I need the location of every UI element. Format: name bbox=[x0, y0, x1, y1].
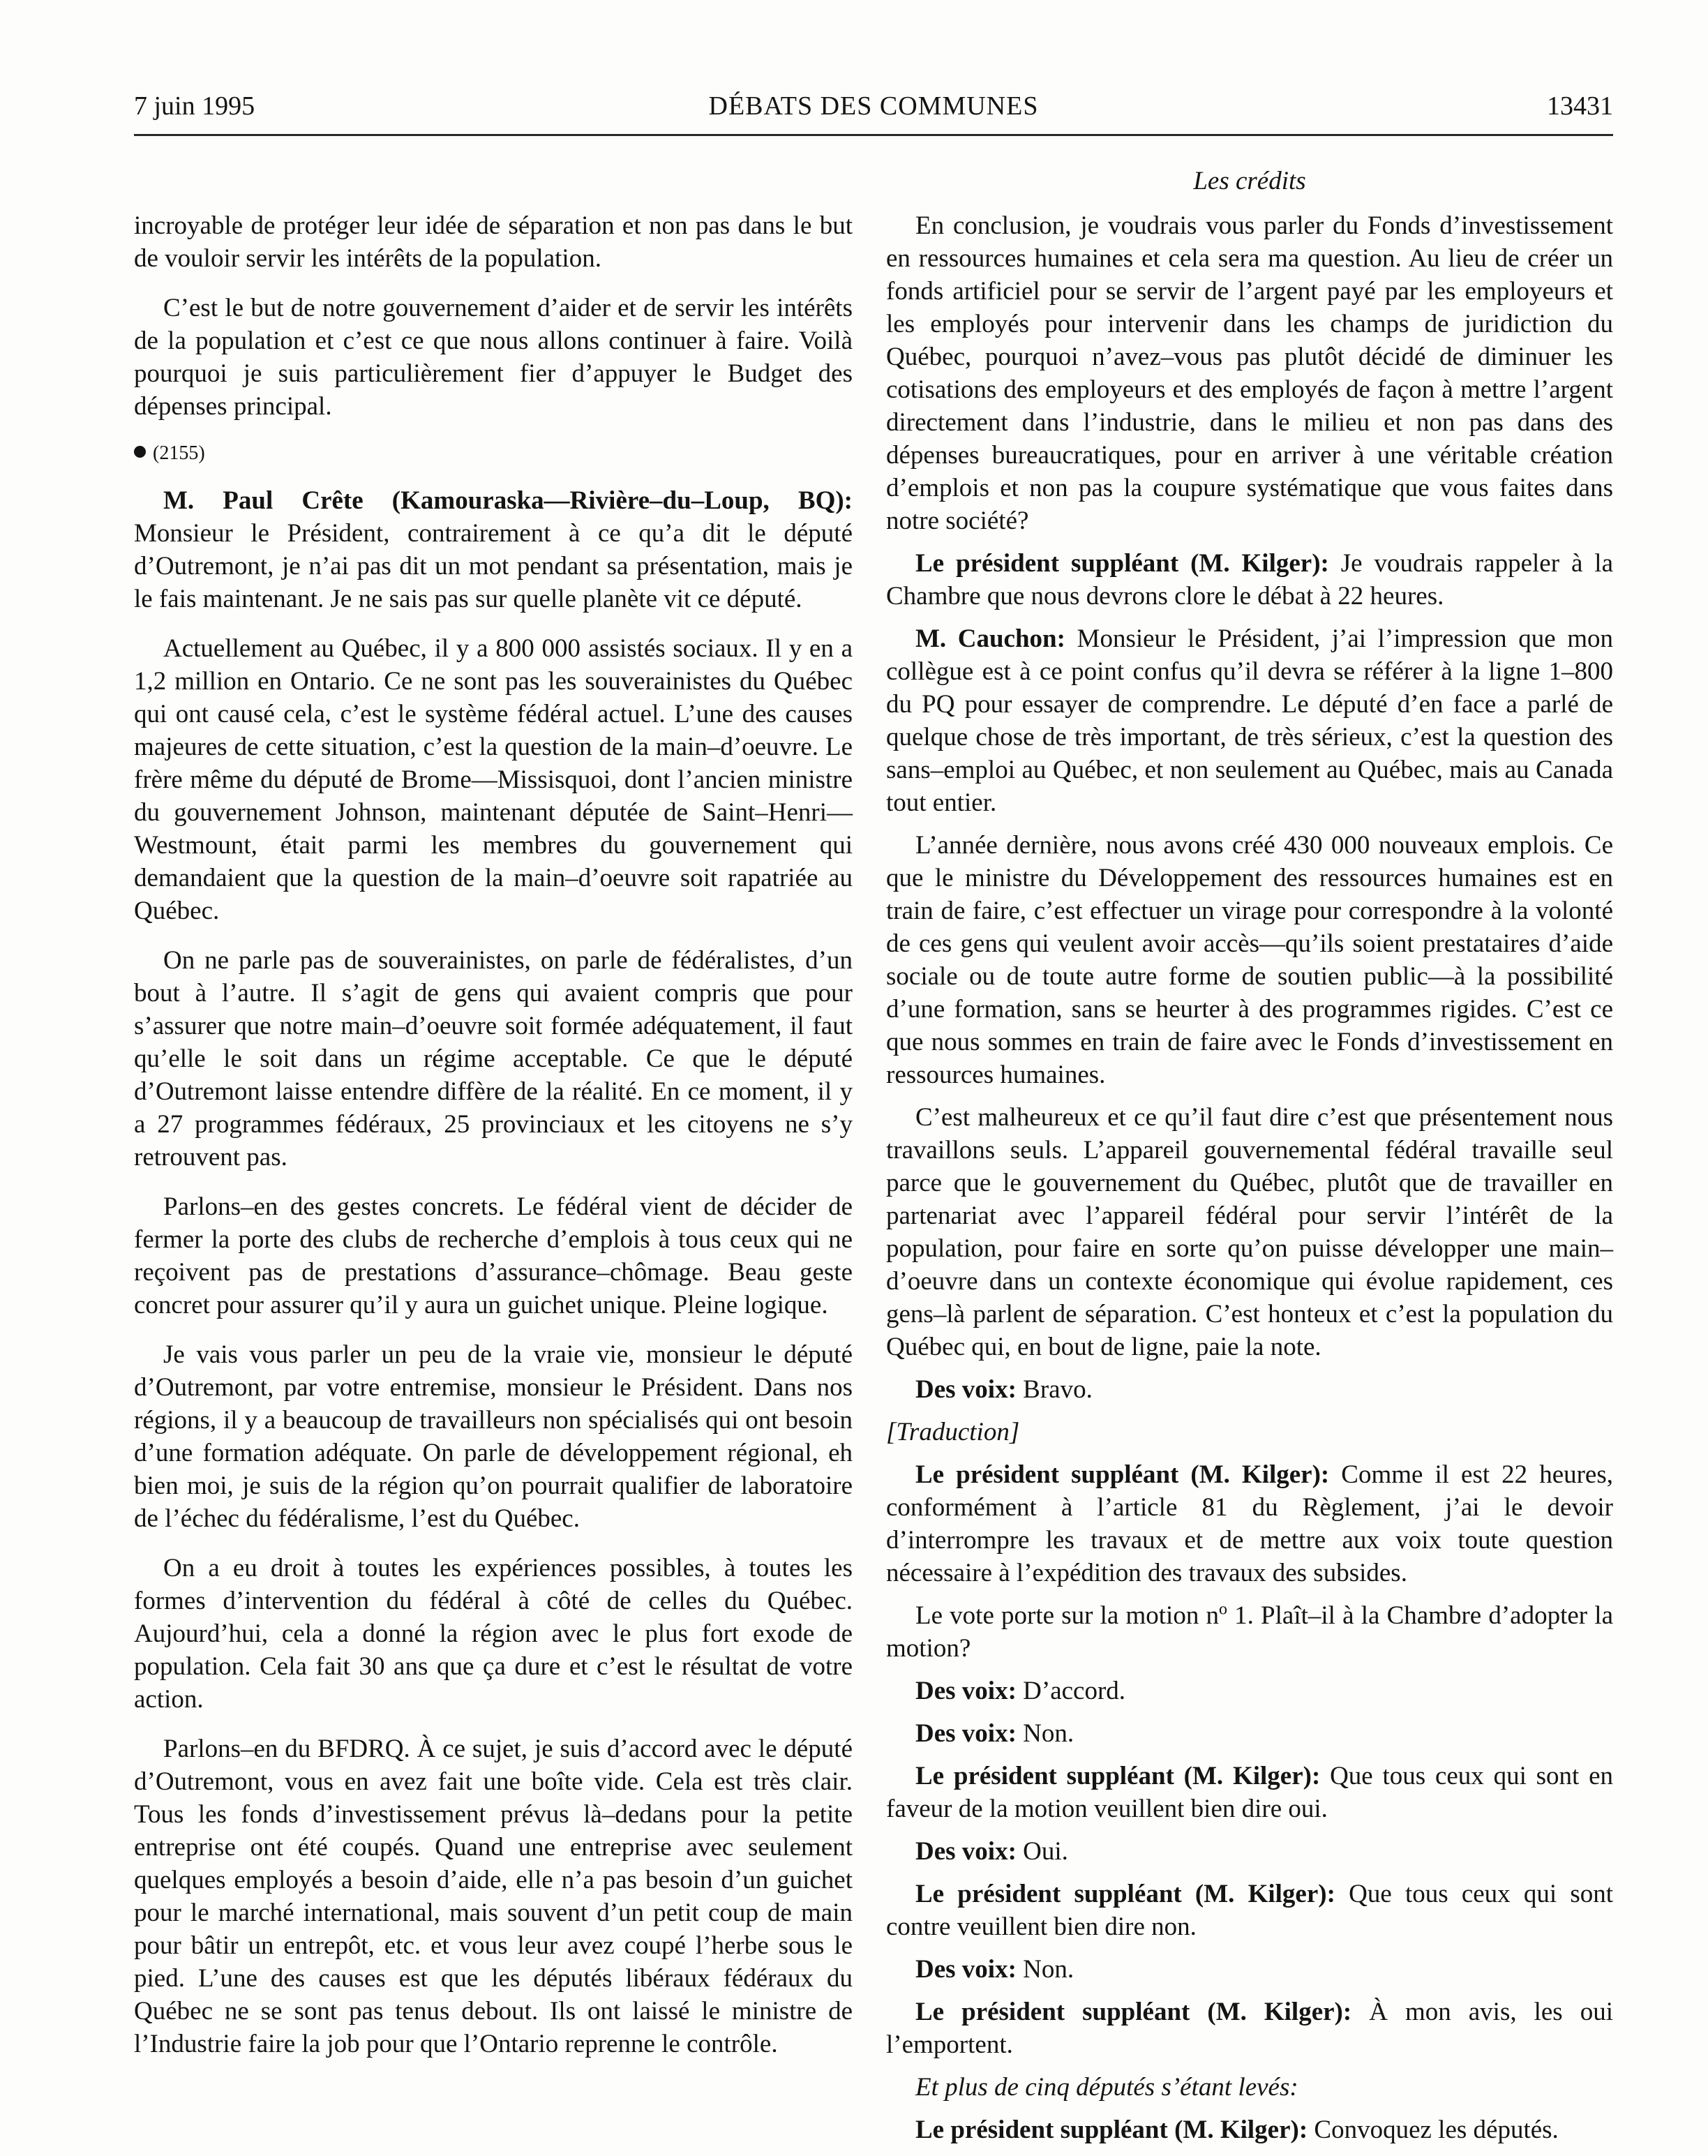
section-rubric: Les crédits bbox=[1193, 167, 1306, 195]
speech-paragraph bbox=[886, 1953, 1613, 1986]
header-page-number: 13431 bbox=[1547, 91, 1613, 121]
speech-paragraph bbox=[886, 1760, 1613, 1825]
paragraph: incroyable de protéger leur idée de séparation et non pas dans le but de vouloir servir les intérêts de la population. bbox=[134, 211, 853, 273]
speech-text: Je voudrais rappeler à la Chambre que nous devrons clore le débat à 22 heures. bbox=[886, 549, 1614, 611]
speech-paragraph bbox=[886, 1835, 1613, 1868]
speech-text: Non. bbox=[1023, 1955, 1074, 1984]
header-title: DÉBATS DES COMMUNES bbox=[708, 91, 1039, 121]
speaker-name: Le président suppléant (M. Kilger): bbox=[915, 2116, 1308, 2144]
speech-text: Que tous ceux qui sont contre veuillent bien dire non. bbox=[886, 1880, 1614, 1941]
speaker-name: Le président suppléant (M. Kilger): bbox=[915, 1762, 1321, 1790]
speech-text: Oui. bbox=[1023, 1837, 1068, 1866]
speaker-name: Des voix: bbox=[915, 1677, 1017, 1705]
speech-paragraph bbox=[886, 1996, 1613, 2061]
speech-text: Non. bbox=[1023, 1719, 1074, 1748]
paragraph: En conclusion, je voudrais vous parler du Fonds d’investissement en ressources humaines et cela sera ma question. Au lieu de créer un fonds artificiel pour se servir de l’argent payé par les employeurs et les employés pour intervenir dans les champs de juridiction du Québec, pourquoi n’avez–vous pas plutôt décidé de diminuer les cotisations des employeurs et des employés de façon à mettre l’argent directement dans l’industrie, dans le milieu et non pas dans des dépenses bureaucratiques, pour en arriver à une véritable création d’emplois et non pas la coupure systématique que vous faites dans notre société? bbox=[886, 211, 1613, 535]
speech-text: Monsieur le Président, contrairement à ce qu’a dit le député d’Outremont, je n’ai pas dit un mot pendant sa présentation, mais je le fais maintenant. Je ne sais pas sur quelle planète vit ce député. bbox=[134, 519, 853, 613]
speech-text: Monsieur le Président, j’ai l’impression que mon collègue est à ce point confus qu’il devra se référer à la ligne 1–800 du PQ pour essayer de comprendre. Le député d’en face a parlé de quelque chose de très important, de très sérieux, c’est la question des sans–emploi au Québec, et non seulement au Québec, mais au Canada tout entier. bbox=[886, 624, 1614, 817]
speech-paragraph bbox=[886, 1675, 1613, 1707]
speaker-name: Le président suppléant (M. Kilger): bbox=[915, 1460, 1330, 1489]
speech-paragraph bbox=[886, 1373, 1613, 1406]
paragraph: C’est malheureux et ce qu’il faut dire c’est que présentement nous travaillons seuls. L’appareil gouvernemental fédéral travaille seul parce que le gouvernement du Québec, plutôt que de travailler en partenariat avec l’appareil fédéral pour servir l’intérêt de la population, pour faire en sorte qu’on puisse développer une main–d’oeuvre dans un contexte économique qui évolue rapidement, ces gens–là parlent de séparation. C’est honteux et c’est la population du Québec qui, en bout de ligne, paie la note. bbox=[886, 1103, 1613, 1361]
speech-text: Bravo. bbox=[1023, 1375, 1093, 1404]
paragraph: On ne parle pas de souverainistes, on parle de fédéralistes, d’un bout à l’autre. Il s’agit de gens qui avaient compris que pour s’assurer que notre main–d’oeuvre soit formée adéquatement, il faut qu’elle le soit dans un régime acceptable. Ce que le député d’Outremont laisse entendre diffère de la réalité. En ce moment, il y a 27 programmes fédéraux, 25 provinciaux et les citoyens ne s’y retrouvent pas. bbox=[134, 946, 853, 1171]
paragraph: Parlons–en des gestes concrets. Le fédéral vient de décider de fermer la porte des clubs de recherche d’emplois à tous ceux qui ne reçoivent pas de prestations d’assurance–chômage. Beau geste concret pour assurer qu’il y aura un guichet unique. Pleine logique. bbox=[134, 1192, 853, 1319]
speech-paragraph bbox=[886, 547, 1613, 613]
paragraph: On a eu droit à toutes les expériences possibles, à toutes les formes d’intervention du fédéral à côté de celles du Québec. Aujourd’hui, cela a donné la région avec le plus fort exode de population. Cela fait 30 ans que ça dure et c’est le résultat de votre action. bbox=[134, 1554, 853, 1714]
speech-paragraph bbox=[886, 2113, 1613, 2146]
speech-text: Que tous ceux qui sont en faveur de la motion veuillent bien dire oui. bbox=[886, 1762, 1614, 1823]
speaker-name: M. Paul Crête (Kamouraska—Rivière–du–Loup, BQ): bbox=[163, 486, 853, 515]
speech-paragraph bbox=[886, 1878, 1613, 1943]
speech-text: Comme il est 22 heures, conformément à l’article 81 du Règlement, j’ai le devoir d’interrompre les travaux et de mettre aux voix toute question nécessaire à l’expédition des travaux des subsides. bbox=[886, 1460, 1614, 1587]
stage-direction: Et plus de cinq députés s’étant levés: bbox=[915, 2073, 1298, 2102]
speaker-name: Des voix: bbox=[915, 1955, 1017, 1984]
speech-paragraph bbox=[134, 484, 853, 615]
speech-paragraph bbox=[886, 622, 1613, 819]
speaker-name: Des voix: bbox=[915, 1837, 1017, 1866]
left-column bbox=[134, 209, 853, 2077]
right-column bbox=[886, 209, 1613, 2156]
speaker-name: Des voix: bbox=[915, 1719, 1017, 1748]
speaker-name: Le président suppléant (M. Kilger): bbox=[915, 1880, 1335, 1908]
speaker-name: Des voix: bbox=[915, 1375, 1017, 1404]
time-marker bbox=[134, 440, 853, 467]
paragraph: L’année dernière, nous avons créé 430 000 nouveaux emplois. Ce que le ministre du Développement des ressources humaines est en train de faire, c’est effectuer un virage pour correspondre à la volonté de ces gens qui veulent avoir accès—qu’ils soient prestataires d’aide sociale ou de toute autre forme de soutien public—à la possibilité d’une formation, sans se heurter à des programmes rigides. C’est ce que nous sommes en train de faire avec le Fonds d’investissement en ressources humaines. bbox=[886, 831, 1613, 1089]
speaker-name: Le président suppléant (M. Kilger): bbox=[915, 549, 1329, 578]
speech-paragraph bbox=[886, 1458, 1613, 1589]
speaker-name: M. Cauchon: bbox=[915, 624, 1065, 653]
paragraph: Le vote porte sur la motion $n^o$ 1. Plaît–il à la Chambre d’adopter la motion? bbox=[886, 1600, 1613, 1663]
translation-marker: [Traduction] bbox=[886, 1418, 1020, 1446]
bullet-icon bbox=[134, 446, 146, 458]
paragraph: Je vais vous parler un peu de la vraie vie, monsieur le député d’Outremont, par votre entremise, monsieur le Président. Dans nos régions, il y a beaucoup de travailleurs non spécialisés qui ont besoin d’une formation adéquate. On parle de développement régional, eh bien moi, je suis de la région qu’on pourrait qualifier de laboratoire de l’échec du fédéralisme, l’est du Québec. bbox=[134, 1340, 853, 1533]
speaker-name: Le président suppléant (M. Kilger): bbox=[915, 1998, 1352, 2026]
page-header bbox=[134, 88, 1613, 136]
speech-paragraph bbox=[886, 1717, 1613, 1750]
speech-text: Convoquez les députés. bbox=[1314, 2116, 1559, 2144]
speech-text: À mon avis, les oui l’emportent. bbox=[886, 1998, 1613, 2059]
paragraph: Actuellement au Québec, il y a 800 000 assistés sociaux. Il y en a 1,2 million en Ontario. Ce ne sont pas les souverainistes du Québec qui ont causé cela, c’est le système fédéral actuel. L’une des causes majeures de cette situation, c’est la question de la main–d’oeuvre. Le frère même du député de Brome—Missisquoi, dont l’ancien ministre du gouvernement Johnson, maintenant députée de Saint–Henri—Westmount, était parmi les membres du gouvernement qui demandaient que la question de la main–d’oeuvre soit rapatriée au Québec. bbox=[134, 634, 853, 925]
time-marker-text: (2155) bbox=[153, 442, 205, 464]
speech-text: D’accord. bbox=[1023, 1677, 1126, 1705]
paragraph: Parlons–en du BFDRQ. À ce sujet, je suis d’accord avec le député d’Outremont, vous en avez fait une boîte vide. Cela est très clair. Tous les fonds d’investissement prévus là–dedans pour la petite entreprise ont été coupés. Quand une entreprise avec seulement quelques employés a besoin d’aide, elle n’a pas besoin d’un guichet pour le marché international, mais souvent d’un petit coup de main pour bâtir un entrepôt, etc. et vous leur avez coupé l’herbe sous le pied. L’une des causes est que les députés libéraux fédéraux du Québec ne se sont pas tenus debout. Ils ont laissé le ministre de l’Industrie faire la job pour que l’Ontario reprenne le contrôle. bbox=[134, 1735, 853, 2058]
paragraph: C’est le but de notre gouvernement d’aider et de servir les intérêts de la population et c’est ce que nous allons continuer à faire. Voilà pourquoi je suis particulièrement fier d’appuyer le Budget des dépenses principal. bbox=[134, 294, 853, 421]
header-date: 7 juin 1995 bbox=[134, 91, 255, 121]
